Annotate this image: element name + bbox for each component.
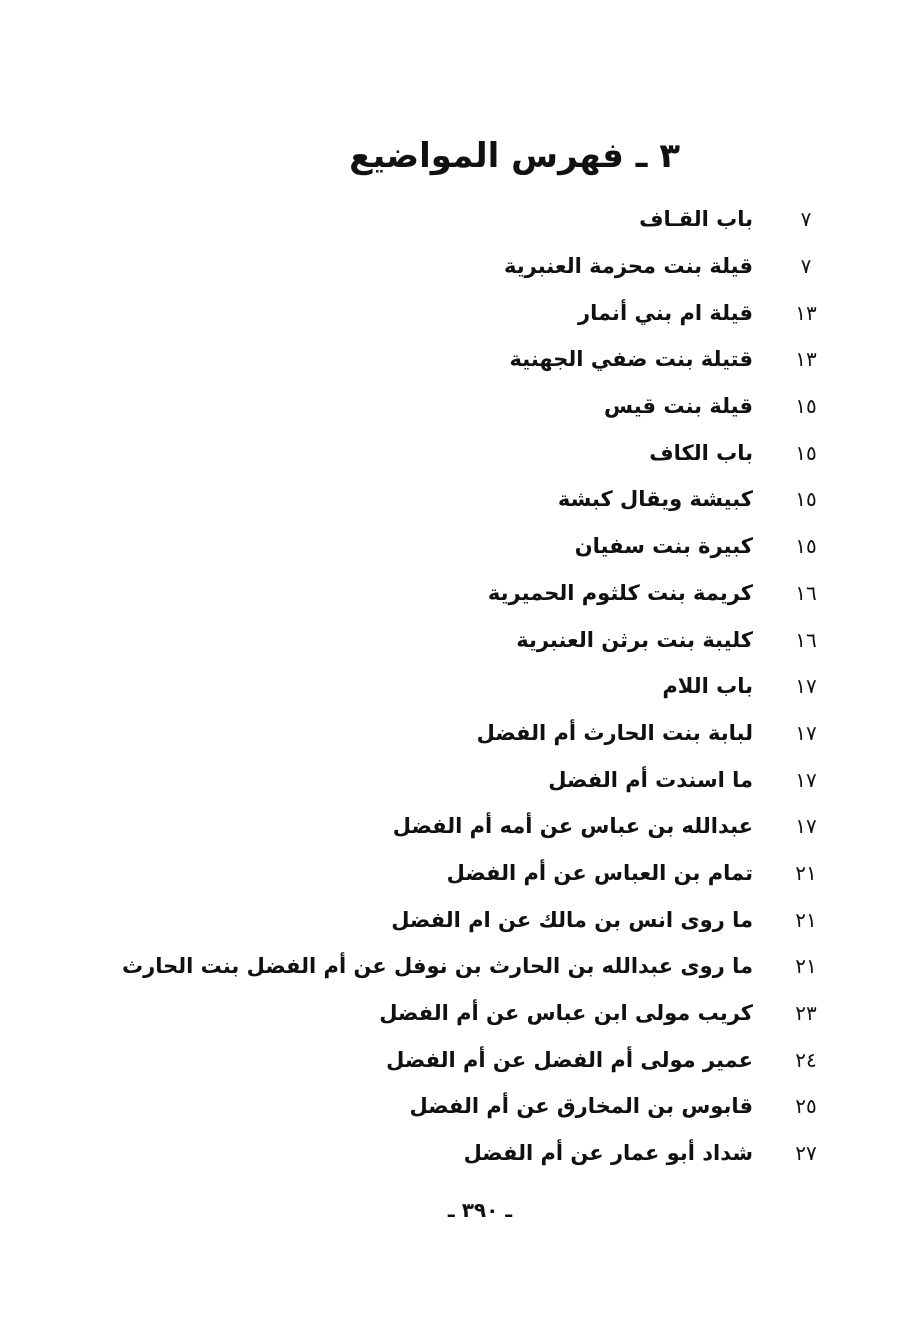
- toc-entry: ما روى انس بن مالك عن ام الفضل: [391, 907, 753, 932]
- toc-row: [85, 616, 845, 663]
- toc-entry: قتيلة بنت ضفي الجهنية: [509, 347, 753, 372]
- toc-row: [85, 289, 845, 336]
- toc-entry: قابوس بن المخارق عن أم الفضل: [409, 1094, 753, 1119]
- toc-page-number: ١٥: [795, 534, 817, 559]
- toc-entry: باب اللام: [662, 674, 753, 699]
- toc-entry: تمام بن العباس عن أم الفضل: [446, 860, 753, 885]
- toc-page-number: ٢١: [795, 907, 817, 932]
- toc-row: [85, 896, 845, 943]
- toc-row: [85, 850, 845, 897]
- page-number-footer: ـ ٣٩٠ ـ: [447, 1198, 513, 1222]
- toc-entry: باب القـاف: [639, 207, 753, 232]
- toc-row: [85, 523, 845, 570]
- toc-row: [85, 476, 845, 523]
- toc-row: [85, 243, 845, 290]
- toc-entry: قيلة بنت محزمة العنبرية: [504, 254, 753, 279]
- toc-entry: لبابة بنت الحارث أم الفضل: [476, 720, 753, 745]
- toc-page-number: ١٥: [795, 440, 817, 465]
- toc-page-number: ١٣: [795, 300, 817, 325]
- toc-entry: كبيشة ويقال كبشة: [557, 487, 753, 512]
- toc-row: [85, 943, 845, 990]
- page-title: ٣ ـ فهرس المواضيع: [349, 136, 680, 176]
- toc-row: [85, 756, 845, 803]
- toc-row: [85, 1083, 845, 1130]
- toc-row: [85, 1036, 845, 1083]
- toc-page-number: ٢٥: [795, 1094, 817, 1119]
- toc-entry: شداد أبو عمار عن أم الفضل: [463, 1141, 753, 1166]
- toc-entry: كريب مولى ابن عباس عن أم الفضل: [379, 1001, 753, 1026]
- toc-entry: قيلة ام بني أنمار: [578, 300, 753, 325]
- toc-page-number: ٢١: [795, 954, 817, 979]
- toc-entry: كبيرة بنت سفيان: [574, 534, 753, 559]
- toc-page-number: ٢٣: [795, 1001, 817, 1026]
- toc-row: [85, 383, 845, 430]
- toc-row: [85, 570, 845, 617]
- toc-row: [85, 663, 845, 710]
- toc-row: [85, 429, 845, 476]
- toc-row: [85, 336, 845, 383]
- toc-row: [85, 990, 845, 1037]
- toc-page-number: ١٧: [795, 814, 817, 839]
- toc-page-number: ١٦: [795, 580, 817, 605]
- toc-page-number: ٧: [800, 207, 812, 232]
- toc-row: [85, 710, 845, 757]
- toc-page-number: ١٧: [795, 767, 817, 792]
- toc-entry: عمير مولى أم الفضل عن أم الفضل: [386, 1047, 753, 1072]
- toc-entry: باب الكاف: [649, 440, 753, 465]
- toc-page-number: ٧: [800, 254, 812, 279]
- toc-row: [85, 1130, 845, 1177]
- toc-page-number: ٢٤: [795, 1047, 817, 1072]
- toc-page-number: ١٣: [795, 347, 817, 372]
- toc-page-number: ٢٧: [795, 1141, 817, 1166]
- table-of-contents: [85, 196, 845, 1176]
- toc-entry: ما اسندت أم الفضل: [548, 767, 753, 792]
- toc-entry: قيلة بنت قيس: [604, 394, 753, 419]
- toc-entry: كريمة بنت كلثوم الحميرية: [487, 580, 753, 605]
- toc-page-number: ١٥: [795, 487, 817, 512]
- toc-entry: كليبة بنت برثن العنبرية: [516, 627, 753, 652]
- toc-page-number: ٢١: [795, 860, 817, 885]
- toc-entry: ما روى عبدالله بن الحارث بن نوفل عن أم الفضل بنت الحارث: [122, 954, 753, 979]
- toc-row: [85, 803, 845, 850]
- toc-page-number: ١٥: [795, 394, 817, 419]
- toc-page-number: ١٧: [795, 720, 817, 745]
- toc-page-number: ١٧: [795, 674, 817, 699]
- toc-entry: عبدالله بن عباس عن أمه أم الفضل: [392, 814, 753, 839]
- toc-page-number: ١٦: [795, 627, 817, 652]
- toc-row: [85, 196, 845, 243]
